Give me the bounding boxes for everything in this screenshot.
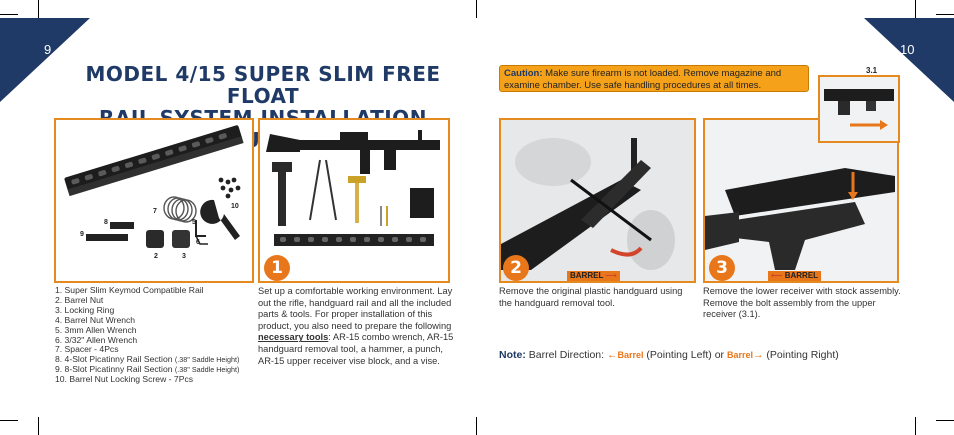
- list-item: 4. Barrel Nut Wrench: [55, 314, 136, 325]
- barrel-direction-note: Note: Barrel Direction: ←Barrel (Pointing Left) or Barrel→ (Pointing Right): [499, 349, 839, 361]
- tools-illustration: [260, 120, 448, 281]
- step3-inset-photo: [818, 75, 900, 143]
- list-item: 7. Spacer - 4Pcs: [55, 344, 119, 355]
- callout-8: 8: [104, 219, 108, 226]
- callout-6: 6: [196, 239, 200, 246]
- step2-text: Remove the original plastic handguard using the handguard removal tool.: [499, 286, 683, 308]
- crop-mark: [915, 0, 916, 18]
- list-item: 8. 4-Slot Picatinny Rail Section (.38" Saddle Height): [55, 354, 240, 365]
- step3-barrel-label: ⟵ BARREL: [768, 271, 821, 281]
- necessary-tools-label: necessary tools: [258, 332, 329, 343]
- left-corner-triangle: [0, 18, 90, 102]
- step1-number: 1: [264, 255, 290, 281]
- list-item: 6. 3/32" Allen Wrench: [55, 334, 138, 345]
- step2-barrel-label: BARREL ⟶: [567, 271, 620, 281]
- arrow-left-icon: ←: [606, 349, 618, 361]
- callout-7: 7: [153, 208, 157, 215]
- handguard-removal-illustration: [501, 120, 694, 281]
- crop-mark: [936, 420, 954, 421]
- crop-mark: [915, 417, 916, 435]
- step3-text: Remove the lower receiver with stock assembly. Remove the bolt assembly from the upper receiver (3.1).: [703, 286, 901, 320]
- step1-text: Set up a comfortable working environment. Lay out the rifle, handguard rail and all the included parts & tools. For proper installation of this product, you also need to prepare the following necessary tools: AR-15 combo wrench, AR-15 handguard removal tool, a hammer, a punch, AR-15 upper receiver vise block, and a vise.: [258, 286, 454, 366]
- note-label: Note:: [499, 349, 526, 361]
- crop-mark: [936, 14, 954, 15]
- caution-box: [499, 65, 809, 92]
- callout-1: 1: [96, 173, 100, 180]
- bolt-removal-illustration: [820, 77, 898, 141]
- crop-mark: [0, 420, 18, 421]
- list-item: 5. 3mm Allen Wrench: [55, 324, 137, 335]
- page-number-left: 9: [44, 42, 52, 57]
- callout-10: 10: [231, 203, 239, 210]
- caution-label: Caution:: [504, 68, 543, 79]
- step1-photo: [258, 118, 450, 283]
- step2-photo: [499, 118, 696, 283]
- crop-mark: [0, 14, 18, 15]
- step2-number: 2: [503, 255, 529, 281]
- crop-mark: [476, 0, 477, 18]
- list-item: 9. 8-Slot Picatinny Rail Section (.38" Saddle Height): [55, 364, 240, 375]
- list-item: 2. Barrel Nut: [55, 294, 104, 305]
- parts-list: [55, 286, 239, 385]
- callout-9: 9: [80, 231, 84, 238]
- list-item: 10. Barrel Nut Locking Screw - 7Pcs: [55, 374, 194, 385]
- callout-5: 5: [192, 219, 196, 226]
- barrel-left-label: Barrel: [617, 350, 644, 360]
- list-item: 3. Locking Ring: [55, 304, 115, 315]
- callout-2: 2: [154, 253, 158, 260]
- callout-3: 3: [182, 253, 186, 260]
- callout-4: 4: [206, 205, 210, 212]
- title-line-1: MODEL 4/15 SUPER SLIM FREE FLOAT: [85, 62, 441, 108]
- list-item: 1. Super Slim Keymod Compatible Rail: [55, 285, 204, 295]
- crop-mark: [38, 417, 39, 435]
- crop-mark: [38, 0, 39, 18]
- page-number-right: 10: [900, 42, 915, 57]
- crop-mark: [476, 417, 477, 435]
- caution-text: Make sure firearm is not loaded. Remove magazine and examine chamber. Use safe handling procedures at all times.: [504, 68, 782, 91]
- parts-photo: [54, 118, 254, 283]
- parts-illustration: [56, 120, 252, 281]
- arrow-right-icon: →: [752, 349, 764, 361]
- step3-inset-label: 3.1: [866, 66, 878, 75]
- step3-number: 3: [709, 255, 735, 281]
- lower-receiver-removal-illustration: [705, 120, 897, 281]
- barrel-right-label: Barrel: [726, 350, 753, 360]
